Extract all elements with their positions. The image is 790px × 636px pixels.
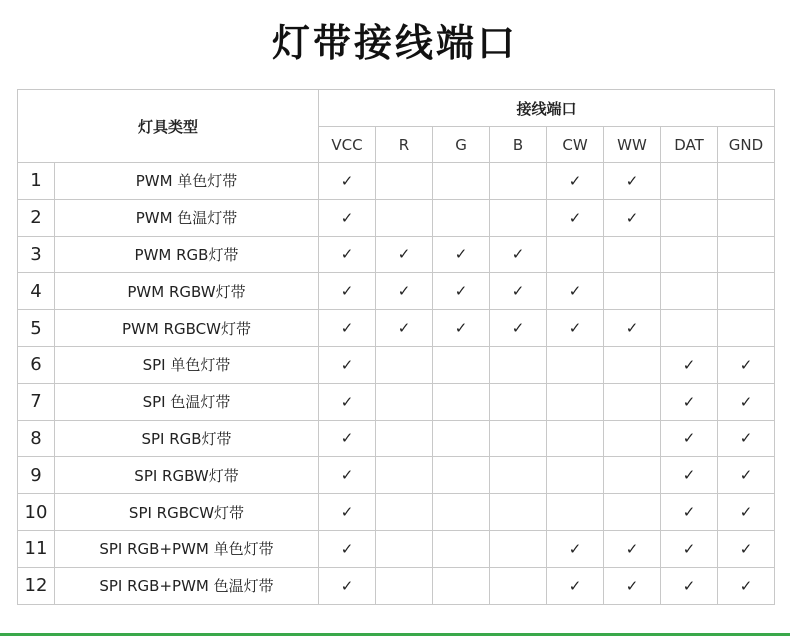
- port-cell: [547, 310, 604, 347]
- row-index: 6: [18, 346, 55, 383]
- check-icon: ✓: [625, 208, 639, 227]
- row-index: 12: [18, 567, 55, 604]
- check-icon: ✓: [682, 429, 696, 448]
- column-header-b: B: [490, 127, 547, 163]
- check-icon: ✓: [397, 282, 411, 301]
- lamp-type-header: 灯具类型: [18, 90, 319, 163]
- port-cell: [547, 567, 604, 604]
- port-cell: [604, 199, 661, 236]
- row-index: 2: [18, 199, 55, 236]
- port-cell: [718, 494, 775, 531]
- check-icon: ✓: [682, 503, 696, 522]
- port-cell: [490, 163, 547, 200]
- port-cell: [376, 530, 433, 567]
- row-index: 4: [18, 273, 55, 310]
- row-index: 7: [18, 383, 55, 420]
- check-icon: ✓: [511, 245, 525, 264]
- check-icon: ✓: [739, 503, 753, 522]
- port-cell: [433, 530, 490, 567]
- port-cell: [547, 199, 604, 236]
- port-cell: [604, 346, 661, 383]
- check-icon: ✓: [739, 392, 753, 411]
- table-row: [18, 310, 775, 347]
- port-cell: [661, 199, 718, 236]
- port-cell: [433, 236, 490, 273]
- port-cell: [490, 273, 547, 310]
- port-cell: [376, 310, 433, 347]
- port-cell: [490, 530, 547, 567]
- port-cell: [433, 199, 490, 236]
- port-cell: [376, 457, 433, 494]
- check-icon: ✓: [511, 282, 525, 301]
- port-cell: [661, 236, 718, 273]
- port-cell: [547, 236, 604, 273]
- port-cell: [547, 530, 604, 567]
- port-cell: [376, 236, 433, 273]
- lamp-type-name: SPI 单色灯带: [55, 346, 319, 383]
- port-cell: [376, 383, 433, 420]
- port-cell: [376, 420, 433, 457]
- check-icon: ✓: [568, 539, 582, 558]
- row-index: 10: [18, 494, 55, 531]
- port-cell: [604, 494, 661, 531]
- port-cell: [319, 236, 376, 273]
- port-cell: [604, 273, 661, 310]
- port-cell: [319, 530, 376, 567]
- port-cell: [718, 273, 775, 310]
- check-icon: ✓: [340, 576, 354, 595]
- table-body: [18, 163, 775, 605]
- port-cell: [547, 494, 604, 531]
- check-icon: ✓: [568, 282, 582, 301]
- port-cell: [661, 383, 718, 420]
- check-icon: ✓: [625, 539, 639, 558]
- lamp-type-name: SPI RGB灯带: [55, 420, 319, 457]
- check-icon: ✓: [739, 539, 753, 558]
- lamp-type-name: SPI RGB+PWM 单色灯带: [55, 530, 319, 567]
- port-cell: [547, 346, 604, 383]
- check-icon: ✓: [739, 466, 753, 485]
- port-cell: [718, 457, 775, 494]
- port-cell: [490, 457, 547, 494]
- port-cell: [661, 273, 718, 310]
- port-cell: [661, 494, 718, 531]
- check-icon: ✓: [454, 319, 468, 338]
- port-cell: [490, 236, 547, 273]
- check-icon: ✓: [682, 466, 696, 485]
- port-cell: [433, 273, 490, 310]
- port-cell: [376, 199, 433, 236]
- port-cell: [604, 310, 661, 347]
- table-row: [18, 530, 775, 567]
- port-cell: [490, 567, 547, 604]
- port-cell: [376, 494, 433, 531]
- lamp-type-name: PWM 单色灯带: [55, 163, 319, 200]
- check-icon: ✓: [340, 466, 354, 485]
- row-index: 1: [18, 163, 55, 200]
- page-title: 灯带接线端口: [271, 21, 518, 65]
- check-icon: ✓: [625, 576, 639, 595]
- lamp-type-name: PWM RGBCW灯带: [55, 310, 319, 347]
- port-cell: [661, 346, 718, 383]
- port-cell: [718, 310, 775, 347]
- port-cell: [604, 457, 661, 494]
- check-icon: ✓: [340, 503, 354, 522]
- port-cell: [490, 383, 547, 420]
- port-cell: [376, 163, 433, 200]
- check-icon: ✓: [568, 208, 582, 227]
- port-cell: [376, 273, 433, 310]
- port-cell: [319, 420, 376, 457]
- check-icon: ✓: [739, 576, 753, 595]
- port-cell: [718, 346, 775, 383]
- row-index: 5: [18, 310, 55, 347]
- port-cell: [433, 310, 490, 347]
- table-row: [18, 494, 775, 531]
- table-row: [18, 457, 775, 494]
- check-icon: ✓: [625, 319, 639, 338]
- port-cell: [433, 383, 490, 420]
- check-icon: ✓: [340, 171, 354, 190]
- port-cell: [433, 494, 490, 531]
- check-icon: ✓: [454, 245, 468, 264]
- port-cell: [376, 346, 433, 383]
- table-row: [18, 273, 775, 310]
- check-icon: ✓: [340, 282, 354, 301]
- port-cell: [433, 420, 490, 457]
- port-cell: [718, 383, 775, 420]
- column-header-dat: DAT: [661, 127, 718, 163]
- check-icon: ✓: [682, 392, 696, 411]
- port-cell: [718, 199, 775, 236]
- table-row: [18, 383, 775, 420]
- wiring-port-table: [17, 89, 775, 605]
- column-header-gnd: GND: [718, 127, 775, 163]
- check-icon: ✓: [397, 245, 411, 264]
- column-header-ww: WW: [604, 127, 661, 163]
- port-cell: [490, 346, 547, 383]
- check-icon: ✓: [682, 355, 696, 374]
- table-row: [18, 420, 775, 457]
- port-cell: [490, 199, 547, 236]
- row-index: 3: [18, 236, 55, 273]
- port-cell: [718, 163, 775, 200]
- check-icon: ✓: [568, 171, 582, 190]
- port-cell: [604, 236, 661, 273]
- lamp-type-name: SPI RGBW灯带: [55, 457, 319, 494]
- port-cell: [433, 163, 490, 200]
- lamp-type-name: SPI 色温灯带: [55, 383, 319, 420]
- column-header-cw: CW: [547, 127, 604, 163]
- check-icon: ✓: [454, 282, 468, 301]
- port-cell: [604, 420, 661, 457]
- wiring-ports-header: 接线端口: [319, 90, 775, 127]
- port-cell: [490, 494, 547, 531]
- row-index: 8: [18, 420, 55, 457]
- port-cell: [490, 420, 547, 457]
- port-cell: [547, 273, 604, 310]
- check-icon: ✓: [340, 539, 354, 558]
- check-icon: ✓: [397, 319, 411, 338]
- port-cell: [718, 420, 775, 457]
- port-cell: [604, 163, 661, 200]
- check-icon: ✓: [568, 319, 582, 338]
- port-cell: [547, 163, 604, 200]
- port-cell: [718, 567, 775, 604]
- check-icon: ✓: [340, 392, 354, 411]
- check-icon: ✓: [625, 171, 639, 190]
- port-cell: [319, 273, 376, 310]
- port-cell: [433, 346, 490, 383]
- check-icon: ✓: [340, 245, 354, 264]
- check-icon: ✓: [682, 539, 696, 558]
- port-cell: [718, 530, 775, 567]
- check-icon: ✓: [739, 355, 753, 374]
- port-cell: [319, 567, 376, 604]
- table-row: [18, 199, 775, 236]
- port-cell: [319, 457, 376, 494]
- port-cell: [319, 494, 376, 531]
- check-icon: ✓: [568, 576, 582, 595]
- port-cell: [661, 530, 718, 567]
- check-icon: ✓: [340, 429, 354, 448]
- check-icon: ✓: [340, 208, 354, 227]
- port-cell: [661, 310, 718, 347]
- port-cell: [319, 310, 376, 347]
- check-icon: ✓: [739, 429, 753, 448]
- column-header-g: G: [433, 127, 490, 163]
- port-cell: [547, 420, 604, 457]
- table-row: [18, 346, 775, 383]
- column-header-vcc: VCC: [319, 127, 376, 163]
- port-cell: [433, 457, 490, 494]
- port-cell: [604, 567, 661, 604]
- lamp-type-name: PWM RGBW灯带: [55, 273, 319, 310]
- port-cell: [604, 383, 661, 420]
- lamp-type-name: SPI RGBCW灯带: [55, 494, 319, 531]
- port-cell: [319, 199, 376, 236]
- table-row: [18, 567, 775, 604]
- lamp-type-name: PWM RGB灯带: [55, 236, 319, 273]
- port-cell: [376, 567, 433, 604]
- port-cell: [319, 346, 376, 383]
- port-cell: [604, 530, 661, 567]
- table-row: [18, 163, 775, 200]
- port-cell: [547, 457, 604, 494]
- port-cell: [661, 567, 718, 604]
- port-cell: [547, 383, 604, 420]
- port-cell: [319, 383, 376, 420]
- check-icon: ✓: [340, 355, 354, 374]
- port-cell: [490, 310, 547, 347]
- check-icon: ✓: [340, 319, 354, 338]
- lamp-type-name: PWM 色温灯带: [55, 199, 319, 236]
- check-icon: ✓: [682, 576, 696, 595]
- port-cell: [661, 457, 718, 494]
- column-header-r: R: [376, 127, 433, 163]
- table-row: [18, 236, 775, 273]
- port-cell: [661, 163, 718, 200]
- port-cell: [433, 567, 490, 604]
- port-cell: [319, 163, 376, 200]
- port-cell: [661, 420, 718, 457]
- lamp-type-name: SPI RGB+PWM 色温灯带: [55, 567, 319, 604]
- row-index: 9: [18, 457, 55, 494]
- row-index: 11: [18, 530, 55, 567]
- port-cell: [718, 236, 775, 273]
- check-icon: ✓: [511, 319, 525, 338]
